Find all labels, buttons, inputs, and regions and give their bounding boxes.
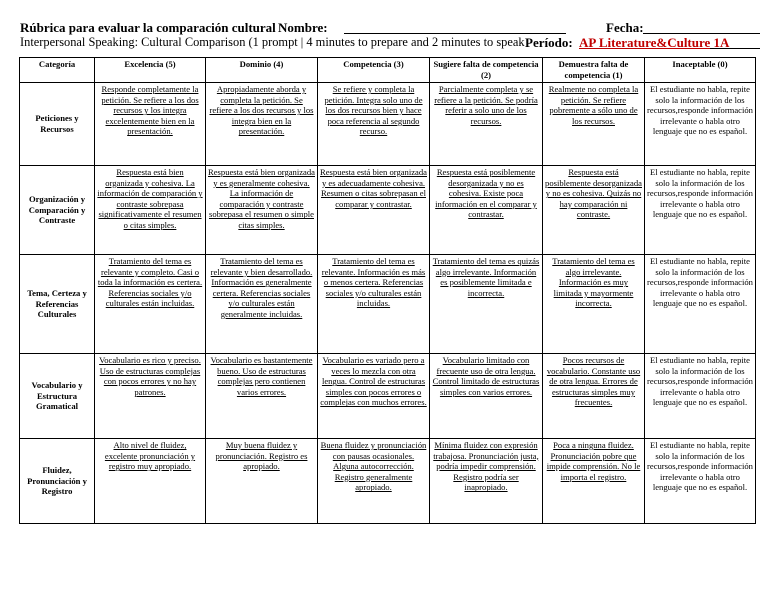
rubric-cell: Tratamiento del tema es algo irrelevante. Información es muy limitada y mayormente incorrecta.	[543, 255, 645, 354]
table-row	[20, 255, 756, 354]
rubric-cell: Vocabulario limitado con frecuente uso de otra lengua. Control limitado de estructuras simples con varios errores.	[430, 354, 543, 439]
rubric-cell: Tratamiento del tema es relevante y bien desarrollado. Información es generalmente certera. Referencias sociales y/o culturales están generalmente incluidas.	[206, 255, 318, 354]
period-value: AP Literature&Culture 1A	[579, 35, 730, 50]
rubric-cell: Poca a ninguna fluidez. Pronunciación pobre que impide comprensión. No le importa el registro.	[543, 439, 645, 524]
rubric-cell: Tratamiento del tema es quizás algo irrelevante. Información es posiblemente limitada e incorrecta.	[430, 255, 543, 354]
header-line-2	[20, 35, 760, 50]
column-header: Inaceptable (0)	[645, 58, 756, 83]
rubric-cell: Respuesta está bien organizada y cohesiva. La información de comparación y contraste sobrepasa significativamente el resumen o citas simples.	[95, 166, 206, 255]
column-header: Demuestra falta de competencia (1)	[543, 58, 645, 83]
rubric-cell: Respuesta está posiblemente desorganizada y no es cohesiva. Existe poca información en el comparar y contrastar.	[430, 166, 543, 255]
rubric-cell: Tratamiento del tema es relevante y completo. Casi o toda la información es certera. Referencias sociales y/o culturales están incluidas.	[95, 255, 206, 354]
table-row	[20, 354, 756, 439]
table-row	[20, 166, 756, 255]
rubric-cell: Realmente no completa la petición. Se refiere pobremente a sólo uno de los recursos.	[543, 83, 645, 166]
rubric-cell: Apropiadamente aborda y completa la petición. Se refiere a los dos recursos y los integra bien en la presentación.	[206, 83, 318, 166]
column-header: Categoría	[20, 58, 95, 83]
rubric-cell: Parcialmente completa y se refiere a la petición. Se podría referir a solo uno de los recursos.	[430, 83, 543, 166]
row-category: Peticiones y Recursos	[20, 83, 95, 166]
rubric-cell: Vocabulario es rico y preciso. Uso de estructuras complejas con pocos errores y no hay patrones.	[95, 354, 206, 439]
period-label: Período:	[525, 35, 573, 50]
page-title: Rúbrica para evaluar la comparación cultural	[20, 20, 276, 35]
row-category: Fluidez, Pronunciación y Registro	[20, 439, 95, 524]
rubric-cell: El estudiante no habla, repite solo la información de los recursos,responde información irrelevante o habla otro lenguaje que no es español.	[645, 255, 756, 354]
date-label: Fecha:	[606, 20, 644, 35]
rubric-cell: El estudiante no habla, repite solo la información de los recursos,responde información irrelevante o habla otro lenguaje que no es español.	[645, 166, 756, 255]
rubric-cell: Respuesta está bien organizada y es adecuadamente cohesiva. Resumen o citas sobrepasan el comparar y contrastar.	[318, 166, 430, 255]
row-category: Organización y Comparación y Contraste	[20, 166, 95, 255]
rubric-table	[19, 57, 756, 524]
period-blank-line	[710, 48, 760, 49]
rubric-cell: Tratamiento del tema es relevante. Información es más o menos certera. Referencias sociales y/o culturales están incluidas.	[318, 255, 430, 354]
rubric-cell: El estudiante no habla, repite solo la información de los recursos,responde información irrelevante o habla otro lenguaje que no es español.	[645, 83, 756, 166]
rubric-cell: Pocos recursos de vocabulario. Constante uso de otra lengua. Errores de estructuras simples muy frecuentes.	[543, 354, 645, 439]
task-subtitle: Interpersonal Speaking: Cultural Comparison (1 prompt | 4 minutes to prepare and 2 minutes to speak	[20, 35, 525, 49]
column-header: Dominio (4)	[206, 58, 318, 83]
header-line-1	[20, 20, 760, 35]
rubric-cell: Respuesta está posiblemente desorganizada y no es cohesiva. Quizás no hay comparación ni contraste.	[543, 166, 645, 255]
table-row	[20, 439, 756, 524]
rubric-cell: Vocabulario es bastantemente bueno. Uso de estructuras complejas pero contienen varios errores.	[206, 354, 318, 439]
rubric-cell: Alto nivel de fluidez, excelente pronunciación y registro muy apropiado.	[95, 439, 206, 524]
column-header: Excelencia (5)	[95, 58, 206, 83]
rubric-cell: El estudiante no habla, repite solo la información de los recursos,responde información irrelevante o habla otro lenguaje que no es español.	[645, 439, 756, 524]
rubric-cell: Vocabulario es variado pero a veces lo mezcla con otra lengua. Control de estructuras simples con pocos errores o complejas con muchos errores.	[318, 354, 430, 439]
rubric-cell: Mínima fluidez con expresión trabajosa. Pronunciación justa, podría impedir comprensión. Registro podría ser inapropiado.	[430, 439, 543, 524]
row-category: Vocabulario y Estructura Gramatical	[20, 354, 95, 439]
rubric-cell: Se refiere y completa la petición. Integra solo uno de los dos recursos bien y hace poca referencia al segundo recurso.	[318, 83, 430, 166]
date-blank-line[interactable]	[643, 33, 760, 34]
name-label: Nombre:	[278, 20, 328, 35]
rubric-cell: Buena fluidez y pronunciación con pausas ocasionales. Alguna autocorrección. Registro generalmente apropiado.	[318, 439, 430, 524]
table-row	[20, 83, 756, 166]
column-header: Competencia (3)	[318, 58, 430, 83]
rubric-cell: Muy buena fluidez y pronunciación. Registro es apropiado.	[206, 439, 318, 524]
column-header: Sugiere falta de competencia (2)	[430, 58, 543, 83]
rubric-cell: Responde completamente la petición. Se refiere a los dos recursos y los integra excelentemente bien en la presentación.	[95, 83, 206, 166]
row-category: Tema, Certeza y Referencias Culturales	[20, 255, 95, 354]
table-header-row	[20, 58, 756, 83]
rubric-cell: El estudiante no habla, repite solo la información de los recursos,responde información irrelevante o habla otro lenguaje que no es español.	[645, 354, 756, 439]
name-blank-line[interactable]	[344, 33, 566, 34]
rubric-cell: Respuesta está bien organizada y es generalmente cohesiva. La información de comparación y contraste sobrepasa el resumen o simple citas simples.	[206, 166, 318, 255]
